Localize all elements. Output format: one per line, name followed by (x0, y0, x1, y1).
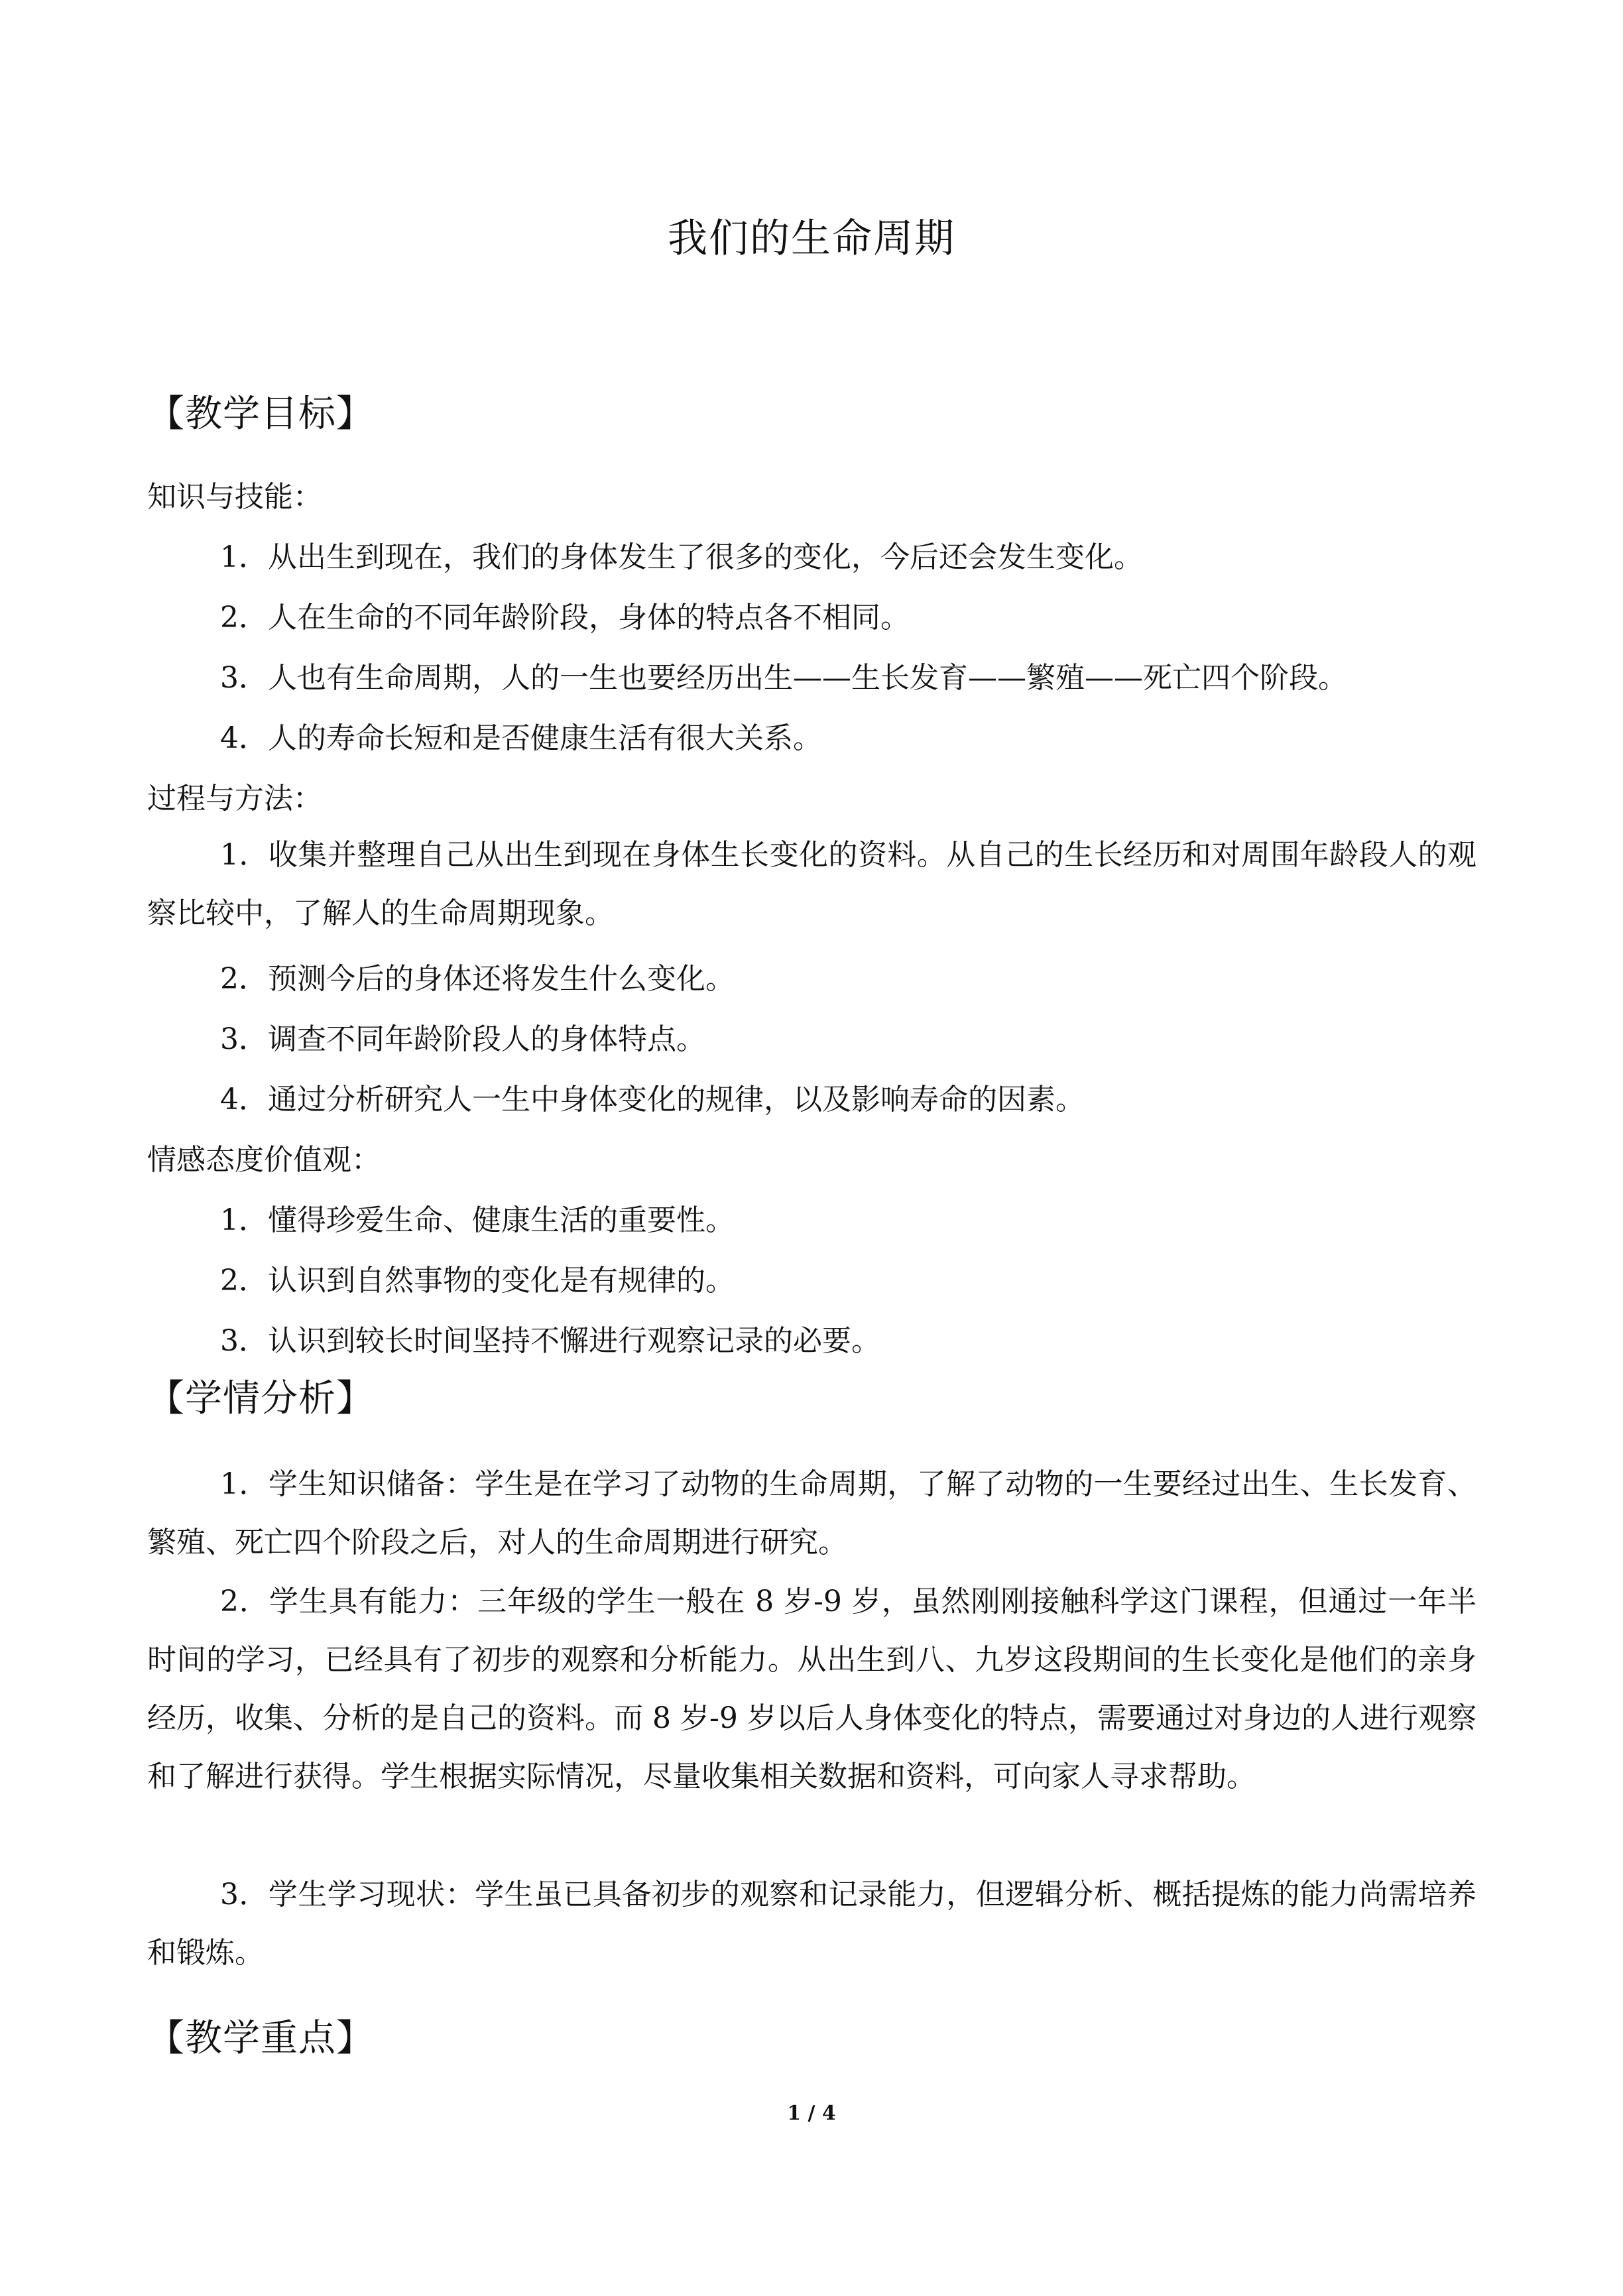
process-item-1: 1．收集并整理自己从出生到现在身体生长变化的资料。从自己的生长经历和对周围年龄段人的观察比较中，了解人的生命周期现象。 (147, 838, 1476, 930)
key-points-heading: 【教学重点】 (147, 2017, 374, 2060)
process-item-2: 2．预测今后的身体还将发生什么变化。 (220, 962, 735, 996)
knowledge-item-2: 2．人在生命的不同年龄阶段，身体的特点各不相同。 (220, 601, 910, 634)
emotion-item-2: 2．认识到自然事物的变化是有规律的。 (220, 1264, 735, 1298)
knowledge-label: 知识与技能： (147, 480, 322, 514)
analysis-paragraph-2: 2．学生具有能力：三年级的学生一般在 8 岁-9 岁，虽然刚刚接触科学这门课程，但通过一年半时间的学习，已经具有了初步的观察和分析能力。从出生到八、九岁这段期间的生长变化是他们的亲身经历，收集、分析的是自己的资料。而 8 岁-9 岁以后人身体变化的特点，需要通过对身边的人进行观察和了解进行获得。学生根据实际情况，尽量收集相关数据和资料，可向家人寻求帮助。 (147, 1585, 1476, 1793)
analysis-paragraph-1: 1．学生知识储备：学生是在学习了动物的生命周期，了解了动物的一生要经过出生、生长发育、繁殖、死亡四个阶段之后，对人的生命周期进行研究。 (147, 1467, 1476, 1559)
knowledge-item-4: 4．人的寿命长短和是否健康生活有很大关系。 (220, 721, 822, 755)
objectives-heading: 【教学目标】 (147, 393, 374, 436)
emotion-item-1: 1．懂得珍爱生命、健康生活的重要性。 (220, 1203, 735, 1237)
process-label: 过程与方法： (147, 782, 322, 816)
process-item-3: 3．调查不同年龄阶段人的身体特点。 (220, 1022, 705, 1056)
emotion-label: 情感态度价值观： (147, 1143, 381, 1177)
knowledge-item-1: 1．从出生到现在，我们的身体发生了很多的变化，今后还会发生变化。 (220, 540, 1143, 574)
knowledge-item-3: 3．人也有生命周期，人的一生也要经历出生——生长发育——繁殖——死亡四个阶段。 (220, 661, 1347, 695)
document-title: 我们的生命周期 (668, 215, 955, 262)
page-number: 1 / 4 (787, 2102, 836, 2125)
analysis-paragraph-3: 3．学生学习现状：学生虽已具备初步的观察和记录能力，但逻辑分析、概括提炼的能力尚需培养和锻炼。 (147, 1878, 1476, 1970)
analysis-heading: 【学情分析】 (147, 1377, 374, 1420)
emotion-item-3: 3．认识到较长时间坚持不懈进行观察记录的必要。 (220, 1324, 880, 1358)
process-item-4: 4．通过分析研究人一生中身体变化的规律，以及影响寿命的因素。 (220, 1083, 1085, 1117)
